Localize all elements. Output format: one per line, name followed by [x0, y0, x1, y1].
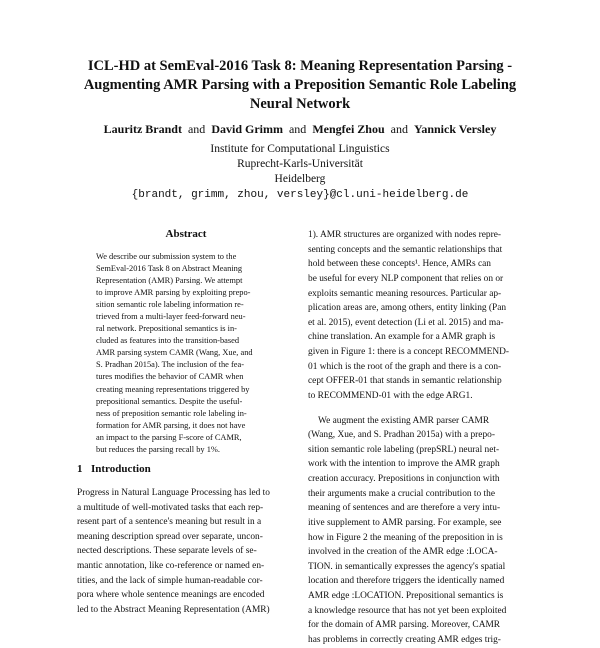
- abstract-body: [96, 251, 276, 456]
- body-line: hold between these concepts¹. Hence, AMRs can: [308, 259, 491, 270]
- abstract-line: formation for AMR parsing, it does not have: [96, 420, 246, 430]
- section-number: 1: [77, 463, 83, 475]
- body-line: nected descriptions. These separate levels of se-: [77, 546, 257, 557]
- abstract-line: but reduces the parsing recall by 1%.: [96, 444, 220, 454]
- paper-title: [60, 57, 540, 114]
- affiliation-line: Ruprecht-Karls-Universität: [237, 158, 363, 170]
- body-line: et al. 2015), event detection (Li et al. 2015) and ma-: [308, 317, 504, 328]
- body-line: meaning of sentences and are therefore a very intu-: [308, 503, 501, 514]
- author-list: [40, 122, 560, 137]
- title-line: ICL-HD at SemEval-2016 Task 8: Meaning Representation Parsing -: [87, 58, 513, 74]
- body-line: resent part of a sentence's meaning but result in a: [77, 517, 262, 528]
- abstract-line: ral network. Prepositional semantics is in-: [96, 324, 237, 334]
- body-line: exploits semantic meaning resources. Particular ap-: [308, 288, 502, 299]
- title-line: Neural Network: [249, 96, 351, 112]
- body-line: location and therefore triggers the identically named: [308, 576, 505, 587]
- body-line: itive supplement to AMR parsing. For example, see: [308, 517, 502, 528]
- author-conjunction: and: [390, 122, 408, 136]
- abstract-line: ness of preposition semantic role labeling in-: [96, 408, 247, 418]
- body-line: mantic annotation, like co-reference or named en-: [77, 560, 265, 571]
- title-line: Augmenting AMR Parsing with a Preposition Semantic Role Labeling: [83, 77, 517, 93]
- body-line: plication areas are, among others, entity linking (Pan: [308, 303, 507, 314]
- paragraph-gap: [308, 404, 528, 414]
- body-line: sition semantic role labeling (prepSRL) neural net-: [308, 444, 500, 455]
- abstract-line: We describe our submission system to the: [96, 252, 237, 261]
- body-line: AMR edge :LOCATION. Prepositional semantics is: [308, 591, 504, 601]
- section-title: Introduction: [91, 463, 151, 475]
- body-line: to RECOMMEND-01 with the edge ARG1.: [308, 390, 473, 401]
- body-line: a multitude of well-motivated tasks that each rep-: [77, 502, 264, 513]
- author-email: {brandt, grimm, zhou, versley}@cl.uni-heidelberg.de: [131, 189, 469, 201]
- body-line: led to the Abstract Meaning Representation (AMR): [77, 604, 270, 615]
- body-line: creation accuracy. Prepositions in conjunction with: [308, 474, 500, 484]
- abstract-line: creating meaning representations triggered by: [96, 384, 250, 394]
- body-line: We augment the existing AMR parser CAMR: [318, 415, 490, 426]
- body-line: 1). AMR structures are organized with nodes repre-: [308, 230, 501, 240]
- body-line: their arguments make a crucial contribution to the: [308, 488, 496, 499]
- author-conjunction: and: [288, 122, 307, 136]
- abstract-line: SemEval-2016 Task 8 on Abstract Meaning: [96, 264, 243, 274]
- body-line: TION. in semantically expresses the agency's spatial: [308, 561, 506, 572]
- author-name: David Grimm: [211, 122, 283, 136]
- body-line: chine translation. An example for a AMR graph is: [308, 332, 496, 343]
- body-line: Progress in Natural Language Processing has led to: [77, 488, 270, 498]
- affiliation: [100, 142, 500, 187]
- body-line: senting concepts and the semantic relationships that: [308, 244, 503, 255]
- right-column: [308, 228, 528, 648]
- body-line: 01 which is the root of the graph and there is a con-: [308, 361, 502, 372]
- body-line: given in Figure 1: there is a concept RECOMMEND-: [308, 347, 510, 357]
- abstract-line: sition semantic role labeling information re-: [96, 300, 244, 310]
- abstract-line: cluded as features into the transition-based: [96, 336, 240, 346]
- body-line: (Wang, Xue, and S. Pradhan 2015a) with a prepo-: [308, 430, 495, 441]
- abstract-line: trieved from a multi-layer feed-forward neu-: [96, 312, 246, 322]
- affiliation-line: Heidelberg: [274, 173, 326, 185]
- abstract-line: AMR parsing system CAMR (Wang, Xue, and: [96, 348, 253, 358]
- body-line: cept OFFER-01 that stands in semantic relationship: [308, 376, 502, 387]
- author-name: Lauritz Brandt: [103, 122, 182, 136]
- body-line: has problems in correctly creating AMR edges trig-: [308, 634, 501, 645]
- author-conjunction: and: [187, 122, 206, 136]
- abstract-heading: Abstract: [165, 228, 207, 240]
- section-heading: [77, 463, 297, 475]
- body-line: a knowledge resource that has not yet been exploited: [308, 605, 507, 616]
- abstract-line: Representation (AMR) Parsing. We attempt: [96, 276, 243, 286]
- body-line: work with the intention to improve the AMR graph: [308, 459, 500, 470]
- body-line: for the domain of AMR parsing. Moreover, CAMR: [308, 620, 501, 631]
- abstract-line: an impact to the parsing F-score of CAMR,: [96, 432, 242, 442]
- body-line: tities, and the lack of simple human-readable cor-: [77, 575, 263, 586]
- abstract-line: S. Pradhan 2015a). The inclusion of the fea-: [96, 360, 244, 370]
- abstract-line: prepositional semantics. Despite the useful-: [96, 396, 243, 406]
- body-line: how in Figure 2 the meaning of the preposition in is: [308, 532, 503, 543]
- body-line: involved in the creation of the AMR edge :LOCA-: [308, 547, 498, 558]
- author-name: Mengfei Zhou: [312, 122, 385, 136]
- abstract-line: tures modifies the behavior of CAMR when: [96, 372, 244, 382]
- author-name: Yannick Versley: [413, 122, 497, 136]
- abstract-line: to improve AMR parsing by exploiting prepo-: [96, 288, 251, 298]
- affiliation-line: Institute for Computational Linguistics: [210, 143, 390, 155]
- body-line: meaning description spread over separate, uncon-: [77, 531, 263, 542]
- introduction-body: [77, 486, 297, 617]
- body-line: be useful for every NLP component that relies on or: [308, 273, 504, 284]
- body-line: pora where whole sentence meanings are encoded: [77, 590, 265, 601]
